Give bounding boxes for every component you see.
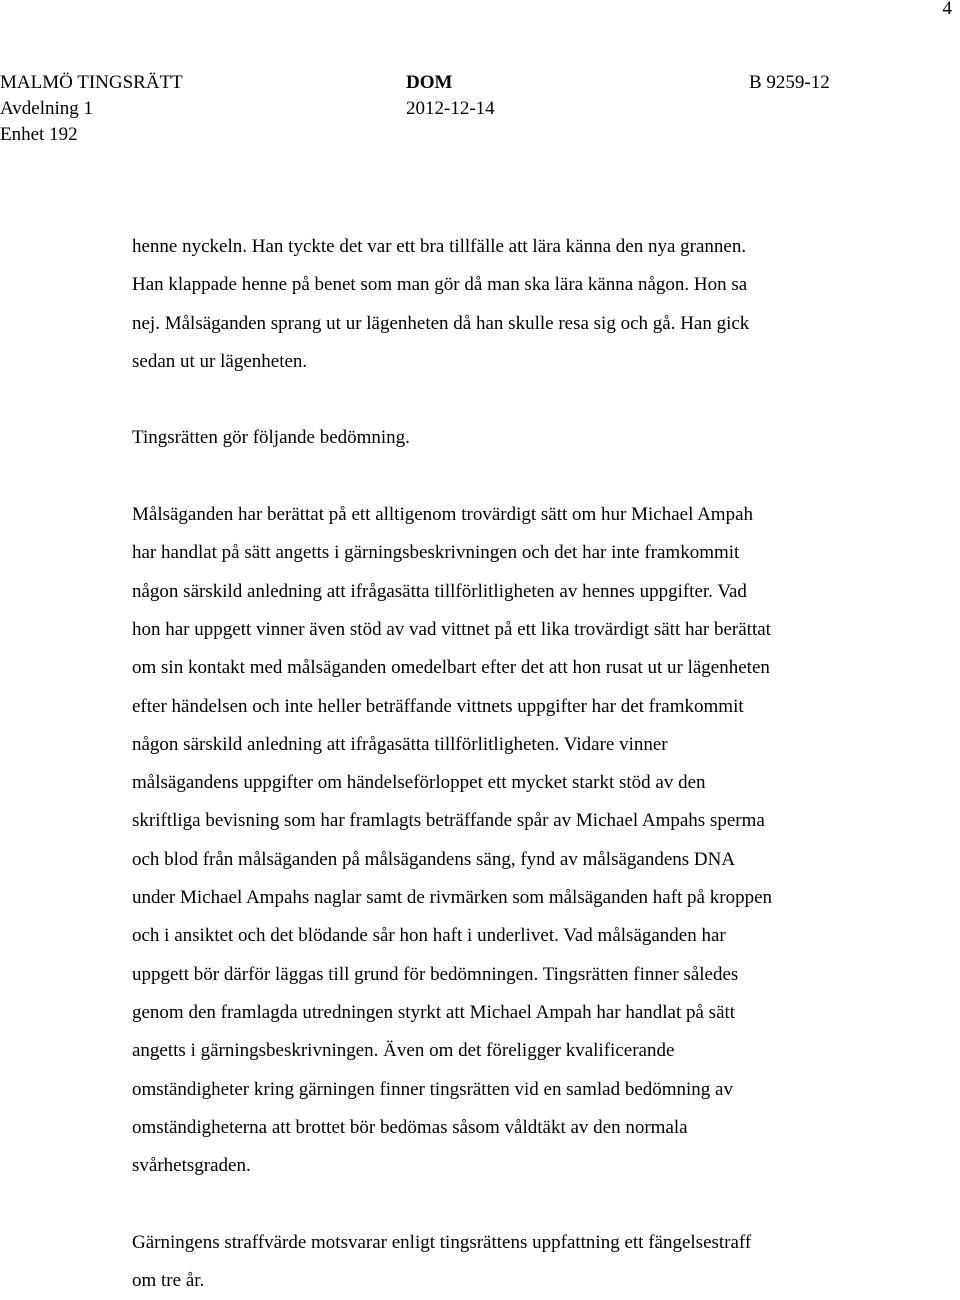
paragraph-assessment-intro: [132, 419, 892, 457]
text-line: omständigheterna att brottet bör bedömas såsom våldtäkt av den normala: [132, 1116, 688, 1138]
paragraph-penal-value: [132, 1224, 892, 1300]
paragraph-assessment: [132, 496, 892, 1185]
text-line: Tingsrätten gör följande bedömning.: [132, 427, 410, 449]
text-line: Han klappade henne på benet som man gör då man ska lära känna någon. Hon sa: [132, 274, 748, 296]
court-division: Avdelning 1: [0, 98, 94, 119]
text-line: hon har uppgett vinner även stöd av vad vittnet på ett lika trovärdigt sätt har berättat: [132, 618, 771, 640]
text-line: angetts i gärningsbeskrivningen. Även om det föreligger kvalificerande: [132, 1040, 675, 1062]
court-unit: Enhet 192: [0, 124, 78, 145]
text-line: genom den framlagda utredningen styrkt att Michael Ampah har handlat på sätt: [132, 1001, 736, 1023]
document-date: 2012-12-14: [406, 98, 495, 119]
text-line: skriftliga bevisning som har framlagts beträffande spår av Michael Ampahs sperma: [132, 810, 765, 832]
text-line: Gärningens straffvärde motsvarar enligt tingsrättens uppfattning ett fängelsestraff: [132, 1231, 752, 1253]
page-number: 4: [942, 0, 952, 19]
court-info: [0, 70, 183, 148]
text-line: någon särskild anledning att ifrågasätta tillförlitligheten. Vidare vinner: [132, 733, 668, 755]
text-line: om tre år.: [132, 1270, 205, 1292]
text-line: om sin kontakt med målsäganden omedelbart efter det att hon rusat ut ur lägenheten: [132, 657, 770, 679]
document-body: [132, 228, 892, 1300]
text-line: uppgett bör därför läggas till grund för bedömningen. Tingsrätten finner således: [132, 963, 739, 985]
text-line: henne nyckeln. Han tyckte det var ett bra tillfälle att lära känna den nya grannen.: [132, 236, 747, 257]
text-line: och blod från målsäganden på målsägandens säng, fynd av målsägandens DNA: [132, 848, 736, 870]
text-line: och i ansiktet och det blödande sår hon haft i underlivet. Vad målsäganden har: [132, 925, 726, 947]
text-line: nej. Målsäganden sprang ut ur lägenheten då han skulle resa sig och gå. Han gick: [132, 312, 750, 334]
text-line: målsägandens uppgifter om händelseförloppet ett mycket starkt stöd av den: [132, 772, 706, 794]
text-line: sedan ut ur lägenheten.: [132, 350, 308, 372]
case-number: B 9259-12: [749, 72, 830, 93]
text-line: svårhetsgraden.: [132, 1155, 251, 1177]
document-type: DOM: [406, 72, 453, 93]
paragraph-testimony-end: [132, 228, 892, 381]
text-line: har handlat på sätt angetts i gärningsbeskrivningen och det har inte framkommit: [132, 542, 740, 564]
text-line: någon särskild anledning att ifrågasätta tillförlitligheten av hennes uppgifter. Vad: [132, 580, 747, 602]
text-line: efter händelsen och inte heller beträffande vittnets uppgifter har det framkommit: [132, 695, 744, 717]
text-line: omständigheter kring gärningen finner tingsrätten vid en samlad bedömning av: [132, 1078, 733, 1100]
text-line: under Michael Ampahs naglar samt de rivmärken som målsäganden haft på kroppen: [132, 887, 772, 909]
text-line: Målsäganden har berättat på ett alltigenom trovärdigt sätt om hur Michael Ampah: [132, 504, 754, 526]
court-name: MALMÖ TINGSRÄTT: [0, 72, 183, 93]
